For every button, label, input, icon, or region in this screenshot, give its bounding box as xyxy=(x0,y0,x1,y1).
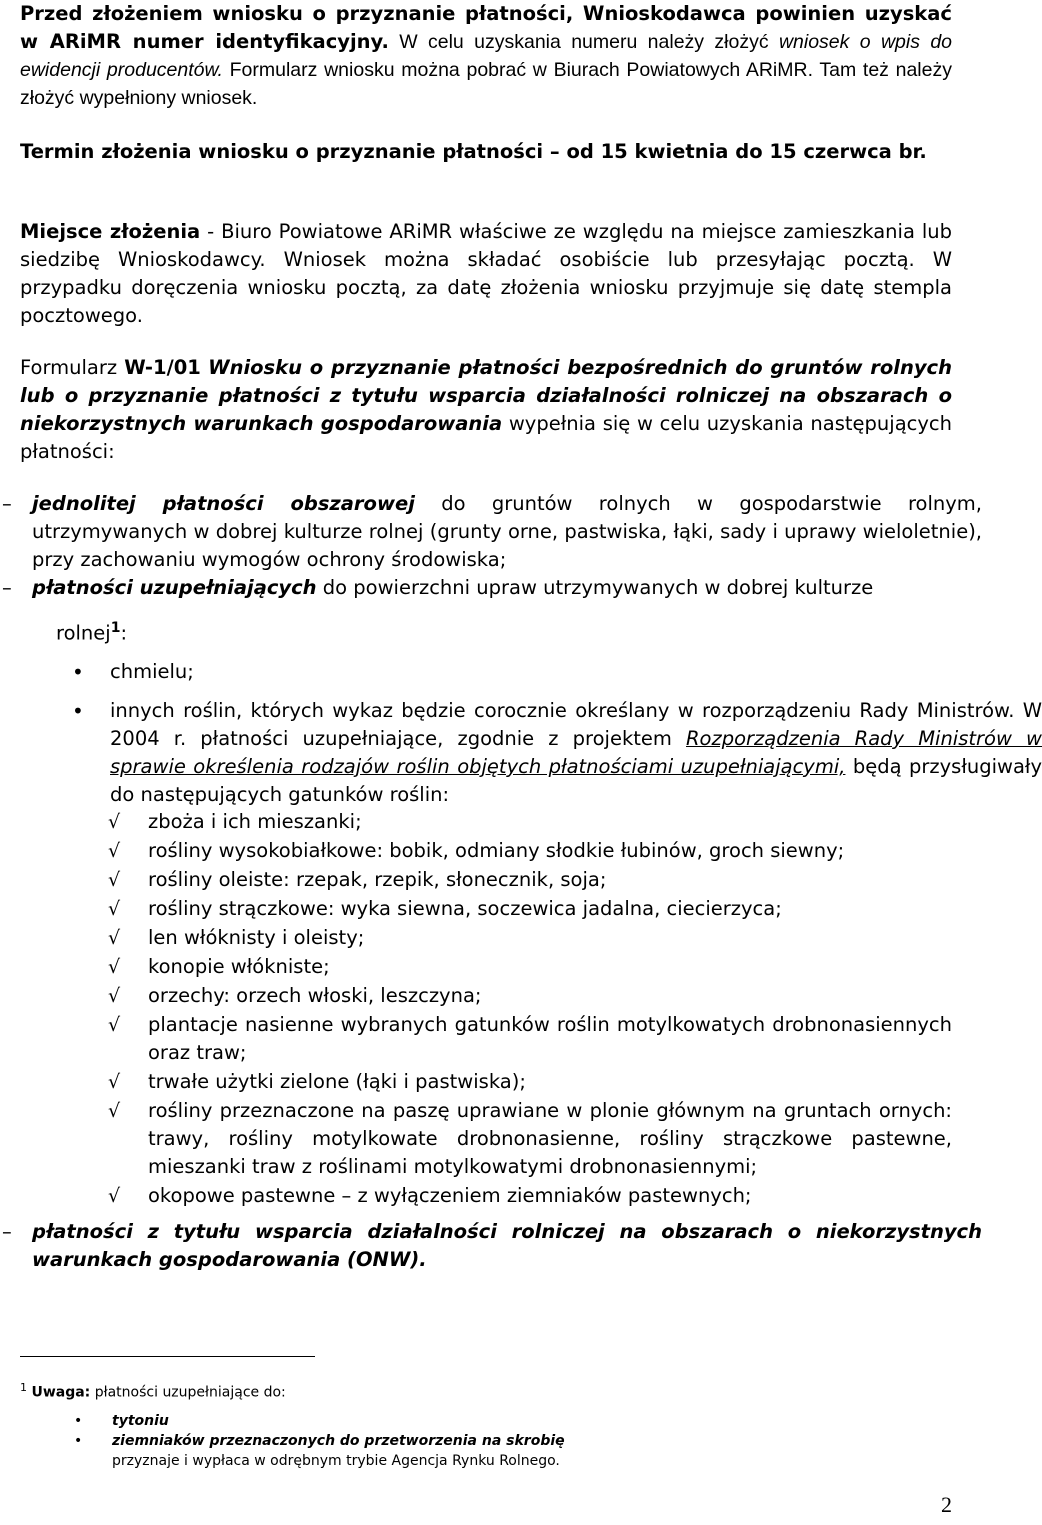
check-text: rośliny wysokobiałkowe: bobik, odmiany słodkie łubinów, groch siewny; xyxy=(148,839,845,862)
check-text: konopie włókniste; xyxy=(148,955,330,978)
intro-text-a: W celu uzyskania numeru należy złożyć xyxy=(388,31,779,53)
item2-continuation xyxy=(56,614,356,648)
item1-text: do gruntów rolnych w gospodarstwie rolnym, utrzymywanych w dobrej kulturze rolnej (grunty orne, pastwiska, łąki, sady i uprawy wieloletnie), przy zachowaniu wymogów ochrony środowiska; xyxy=(32,492,982,571)
check-text: orzechy: orzech włoski, leszczyna; xyxy=(148,984,482,1007)
payment-item-complementary xyxy=(2,574,982,602)
check-icon: √ xyxy=(108,985,121,1007)
check-item xyxy=(20,808,952,836)
form-code: W-1/01 xyxy=(124,356,201,379)
bullet-marker: • xyxy=(74,1432,83,1449)
check-item xyxy=(20,837,952,865)
place-label: Miejsce złożenia xyxy=(20,220,201,243)
bullet-marker: • xyxy=(72,660,84,684)
item2-text-c: : xyxy=(120,621,128,645)
check-item xyxy=(20,953,952,981)
check-icon: √ xyxy=(108,869,121,891)
form-suffix: wypełnia się w celu uzyskania następujących płatności: xyxy=(20,412,952,463)
check-item xyxy=(20,866,952,894)
check-item xyxy=(20,1097,952,1181)
footnote-header xyxy=(20,1378,940,1403)
intro-italic: wniosek o wpis do ewidencji producentów. xyxy=(20,31,953,81)
list-item-other-plants xyxy=(20,697,1042,809)
deadline-paragraph: Termin złożenia wniosku o przyznanie płatności – od 15 kwietnia do 15 czerwca br. xyxy=(20,140,927,163)
check-item xyxy=(20,924,952,952)
check-text: rośliny przeznaczone na paszę uprawiane w plonie głównym na gruntach ornych: trawy, rośliny motylkowate drobnonasienne, rośliny strączkowe pastewne, mieszanki traw z roślinami motylkowatymi drobnonasiennymi; xyxy=(148,1099,952,1178)
crop-check-list xyxy=(20,808,952,1210)
sub-other-b: będą przysługiwały do następujących gatunków roślin: xyxy=(110,755,1042,806)
item1-bold: jednolitej płatności obszarowej xyxy=(32,492,415,515)
check-text: trwałe użytki zielone (łąki i pastwiska); xyxy=(148,1070,526,1093)
page-number: 2 xyxy=(941,1492,952,1517)
item2-text-b: rolnej xyxy=(56,621,111,645)
check-text: okopowe pastewne – z wyłączeniem ziemniaków pastewnych; xyxy=(148,1184,752,1207)
check-icon: √ xyxy=(108,1185,121,1207)
check-item xyxy=(20,1182,952,1210)
dash-marker: – xyxy=(2,576,12,599)
check-text: zboża i ich mieszanki; xyxy=(148,810,362,833)
footnote-item xyxy=(20,1431,940,1451)
footnote-item-text: tytoniu xyxy=(112,1412,169,1429)
sub-other-a: innych roślin, których wykaz będzie corocznie określany w rozporządzeniu Rady Ministrów. W 2004 r. płatności uzupełniające, zgodnie z projektem xyxy=(110,699,1042,750)
list-item-hops xyxy=(20,658,1042,686)
bullet-marker: • xyxy=(74,1412,83,1429)
form-title: Wniosku o przyznanie płatności bezpośrednich do gruntów rolnych lub o przyznanie płatności z tytułu wsparcia działalności rolniczej na obszarach o niekorzystnych warunkach gospodarowania xyxy=(20,356,953,435)
check-icon: √ xyxy=(108,1014,121,1036)
form-prefix: Formularz xyxy=(20,356,125,379)
payment-item-onw xyxy=(2,1218,982,1274)
dash-marker: – xyxy=(2,1220,12,1243)
form-paragraph xyxy=(20,354,952,466)
item2-bold: płatności uzupełniających xyxy=(32,576,317,599)
check-text: rośliny oleiste: rzepak, rzepik, słonecznik, soja; xyxy=(148,868,607,891)
footnote-text: płatności uzupełniające do: xyxy=(94,1384,286,1401)
footnote-number: 1 xyxy=(20,1381,27,1394)
check-item xyxy=(20,982,952,1010)
place-paragraph xyxy=(20,218,952,330)
check-icon: √ xyxy=(108,898,121,920)
sub-hops: chmielu; xyxy=(110,660,194,683)
bullet-marker: • xyxy=(72,699,84,723)
intro-text-b: Formularz wniosku można pobrać w Biurach Powiatowych ARiMR. Tam też należy złożyć wypełniony wniosek. xyxy=(20,59,952,109)
place-text: - Biuro Powiatowe ARiMR właściwe ze względu na miejsce zamieszkania lub siedzibę Wnioskodawcy. Wniosek można składać osobiście lub przesyłając pocztą. W przypadku doręczenia wniosku pocztą, za datę złożenia wniosku przyjmuje się datę stempla pocztowego. xyxy=(20,220,952,327)
dash-marker: – xyxy=(2,492,12,515)
check-icon: √ xyxy=(108,1100,121,1122)
sub-other-italic: Rozporządzenia Rady Ministrów w sprawie określenia rodzajów roślin objętych płatnościami uzupełniającymi, xyxy=(110,727,1042,778)
item2-text-a: do powierzchni upraw utrzymywanych w dobrej kulturze xyxy=(316,576,874,599)
intro-bold: Przed złożeniem wniosku o przyznanie płatności, Wnioskodawca powinien uzyskać w ARiMR numer identyfikacyjny. xyxy=(20,2,952,53)
item3-bold: płatności z tytułu wsparcia działalności rolniczej na obszarach o niekorzystnych warunkach gospodarowania (ONW). xyxy=(32,1220,982,1271)
check-icon: √ xyxy=(108,1071,121,1093)
check-text: plantacje nasienne wybranych gatunków roślin motylkowatych drobnonasiennych oraz traw; xyxy=(148,1013,952,1064)
footnote xyxy=(20,1378,940,1471)
check-text: len włóknisty i oleisty; xyxy=(148,926,365,949)
footnote-closing: przyznaje i wypłaca w odrębnym trybie Agencja Rynku Rolnego. xyxy=(112,1452,560,1469)
check-icon: √ xyxy=(108,956,121,978)
check-icon: √ xyxy=(108,927,121,949)
footnote-label: Uwaga: xyxy=(31,1384,91,1401)
intro-paragraph xyxy=(20,0,952,112)
payment-item-single-area xyxy=(2,490,982,574)
footnote-ref: 1 xyxy=(110,620,121,636)
check-item xyxy=(20,1011,952,1067)
check-icon: √ xyxy=(108,840,121,862)
check-item xyxy=(20,1068,952,1096)
check-icon: √ xyxy=(108,811,121,833)
check-item xyxy=(20,895,952,923)
footnote-item-text: ziemniaków przeznaczonych do przetworzenia na skrobię xyxy=(112,1432,565,1449)
footnote-item xyxy=(20,1411,940,1431)
check-text: rośliny strączkowe: wyka siewna, soczewica jadalna, ciecierzyca; xyxy=(148,897,782,920)
footnote-separator xyxy=(20,1356,315,1357)
